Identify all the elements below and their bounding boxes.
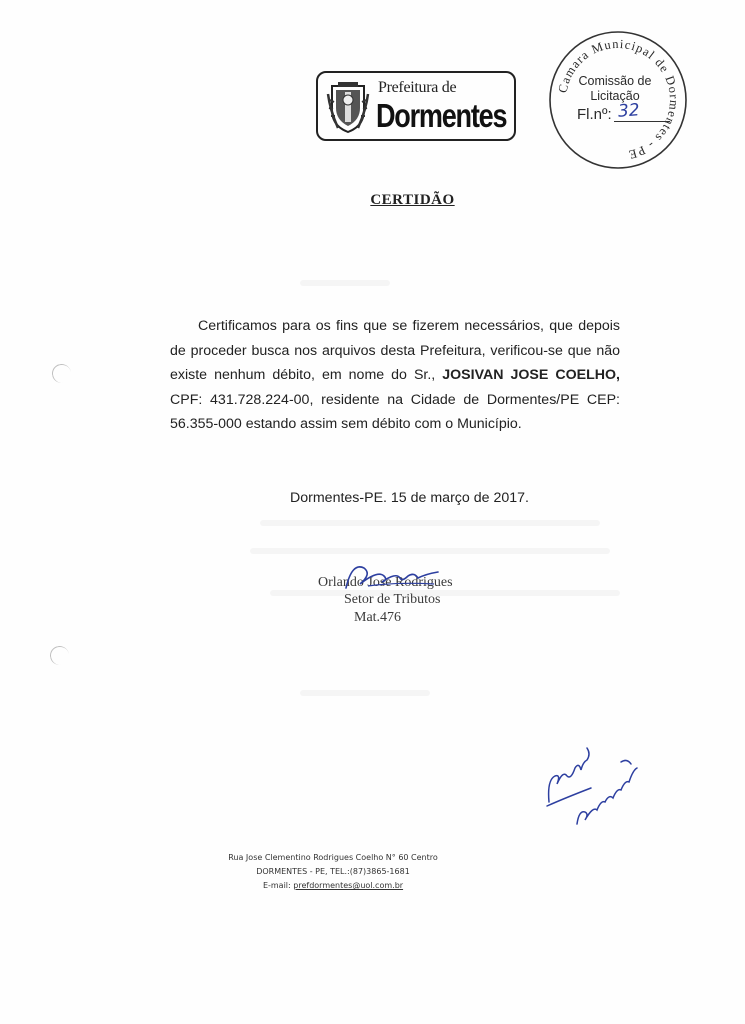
footer-email-label: E-mail: <box>262 881 291 890</box>
document-title-row <box>0 191 745 209</box>
punch-hole <box>48 644 70 666</box>
bleed-through-mark <box>260 520 600 526</box>
prefeitura-logo <box>316 71 516 141</box>
certificate-body <box>170 314 620 437</box>
body-part1: Certificamos para os fins que se fizerem necessários, que depois de proceder busca nos arquivos desta Prefeitura, verificou-se que não existe nenhum débito, em nome do Sr., <box>170 318 620 383</box>
coat-of-arms-icon <box>326 80 370 134</box>
bleed-through-mark <box>250 548 610 554</box>
logo-title: Dormentes <box>376 97 507 134</box>
punch-hole <box>50 362 72 384</box>
signer-name: Orlando Jose Rodrigues <box>318 575 453 590</box>
logo-subtitle: Prefeitura de <box>378 79 457 96</box>
handwritten-annotation <box>535 740 645 830</box>
stamp-line1: Comissão de <box>578 74 652 88</box>
bleed-through-mark <box>300 690 430 696</box>
stamp-folio-label: Fl.nº: <box>577 106 612 123</box>
document-title: CERTIDÃO <box>370 192 455 208</box>
signer-role: Setor de Tributos <box>344 592 441 607</box>
footer-address: Rua Jose Clementino Rodrigues Coelho N° 60 Centro <box>228 853 438 862</box>
footer-email-row <box>228 879 438 893</box>
person-name: JOSIVAN JOSE COELHO, <box>442 367 620 383</box>
footer-email-link[interactable]: prefdormentes@uol.com.br <box>293 881 404 890</box>
handwritten-signature <box>338 558 448 598</box>
bleed-through-mark <box>300 280 390 286</box>
stamp-ring-text: Camara Municipal de Dormentes - PE <box>555 36 682 163</box>
stamp-folio-number: 32 <box>617 100 641 122</box>
body-part2: CPF: 431.728.224-00, residente na Cidade de Dormentes/PE CEP: 56.355-000 estando assim sem débito com o Município. <box>170 391 620 432</box>
issue-date: Dormentes-PE. 15 de março de 2017. <box>290 490 529 506</box>
footer-city-phone: DORMENTES - PE, TEL.:(87)3865-1681 <box>256 867 410 876</box>
stamp-line2: Licitação <box>590 89 640 103</box>
signer-registration: Mat.476 <box>354 610 402 625</box>
footer-contact <box>228 851 438 893</box>
stamp-committee <box>560 74 670 104</box>
